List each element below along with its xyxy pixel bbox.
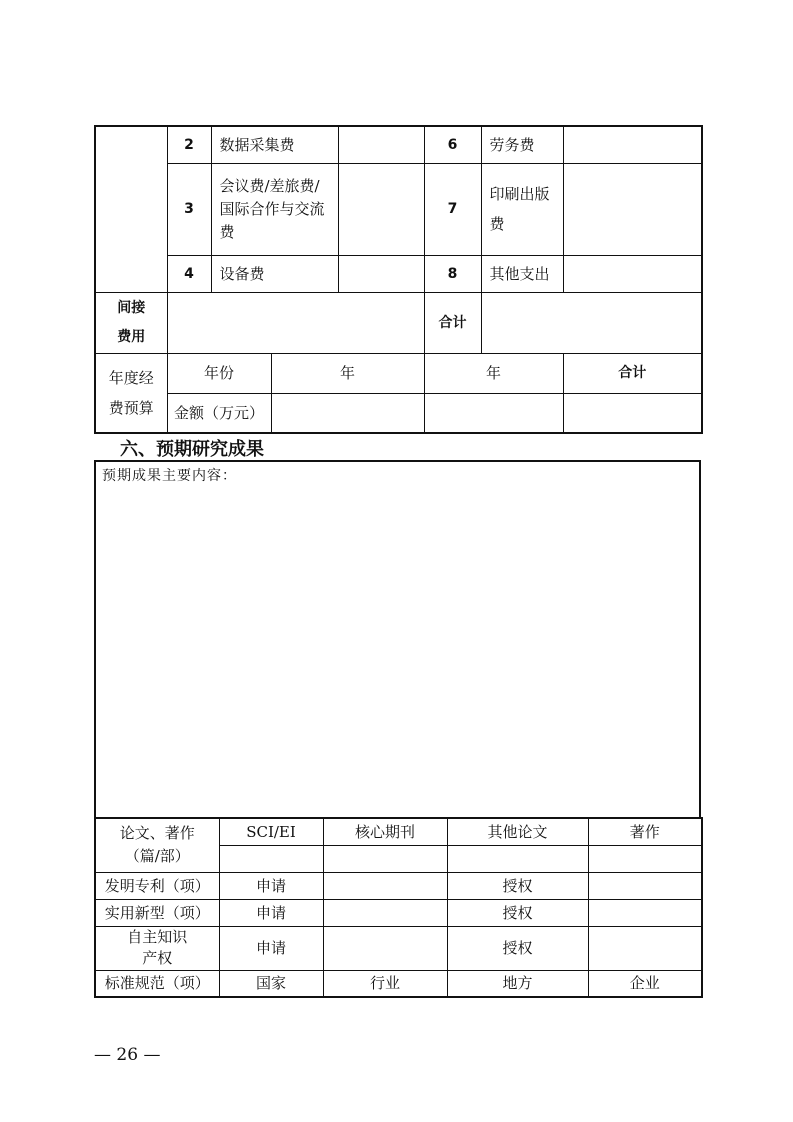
- papers-label-line: 论文、著作: [119, 824, 195, 843]
- row-label-line: 产权: [142, 949, 173, 967]
- total-amount[interactable]: [481, 292, 702, 353]
- row-label-line: 自主知识: [127, 928, 188, 946]
- apply-label: 申请: [219, 899, 323, 926]
- year-label: 年份: [167, 353, 271, 393]
- paper-type-header: 著作: [588, 818, 702, 845]
- apply-count-cell[interactable]: [323, 872, 447, 899]
- item-number: 2: [167, 126, 211, 163]
- section-title: 六、预期研究成果: [120, 439, 264, 460]
- amount-cell[interactable]: [424, 393, 563, 433]
- year-cell[interactable]: 年: [424, 353, 563, 393]
- item-amount[interactable]: [563, 126, 702, 163]
- standard-level: 行业: [323, 970, 447, 997]
- item-name-line: 印刷出版: [489, 185, 550, 203]
- item-name-line: 费: [489, 215, 505, 233]
- paper-count-cell[interactable]: [447, 845, 588, 872]
- item-amount[interactable]: [563, 163, 702, 255]
- amount-label: 金额（万元）: [167, 393, 271, 433]
- indirect-cost-amount[interactable]: [167, 292, 424, 353]
- year-cell[interactable]: 年: [271, 353, 424, 393]
- apply-label: 申请: [219, 926, 323, 970]
- item-name-line: 会议费/差旅费/: [219, 176, 320, 195]
- row-label: [95, 926, 219, 970]
- papers-label-line: （篇/部）: [124, 847, 190, 866]
- grant-count-cell[interactable]: [588, 872, 702, 899]
- indirect-cost-label-line: 费用: [117, 328, 146, 345]
- item-amount[interactable]: [563, 255, 702, 292]
- grant-count-cell[interactable]: [588, 926, 702, 970]
- item-amount[interactable]: [338, 163, 424, 255]
- standard-level: 地方: [447, 970, 588, 997]
- item-name: [481, 163, 563, 255]
- expected-results-label: 预期成果主要内容：: [102, 468, 237, 484]
- annual-budget-label-line: 费预算: [108, 398, 154, 417]
- item-name: [211, 163, 338, 255]
- expected-results-box[interactable]: [94, 460, 701, 817]
- apply-count-cell[interactable]: [323, 899, 447, 926]
- item-number: 3: [167, 163, 211, 255]
- row-label: 发明专利（项）: [95, 872, 219, 899]
- item-number: 7: [424, 163, 481, 255]
- annual-budget-label: [95, 353, 167, 433]
- apply-label: 申请: [219, 872, 323, 899]
- indirect-cost-label-line: 间接: [117, 299, 146, 316]
- paper-count-cell[interactable]: [323, 845, 447, 872]
- item-amount[interactable]: [338, 255, 424, 292]
- item-name: 劳务费: [481, 126, 563, 163]
- annual-total-amount[interactable]: [563, 393, 702, 433]
- grant-label: 授权: [447, 872, 588, 899]
- grant-count-cell[interactable]: [588, 899, 702, 926]
- total-label: 合计: [424, 292, 481, 353]
- paper-count-cell[interactable]: [219, 845, 323, 872]
- outputs-table: [94, 817, 703, 998]
- paper-count-cell[interactable]: [588, 845, 702, 872]
- paper-type-header: 核心期刊: [323, 818, 447, 845]
- row-label: 标准规范（项）: [95, 970, 219, 997]
- grant-label: 授权: [447, 899, 588, 926]
- annual-budget-label-line: 年度经: [108, 368, 154, 387]
- standard-level: 企业: [588, 970, 702, 997]
- item-name-line: 费: [219, 222, 235, 241]
- item-number: 4: [167, 255, 211, 292]
- item-amount[interactable]: [338, 126, 424, 163]
- indirect-cost-label: [95, 292, 167, 353]
- amount-cell[interactable]: [271, 393, 424, 433]
- page-number: — 26 —: [94, 1045, 161, 1065]
- papers-label: [95, 818, 219, 872]
- budget-category-cell: [95, 126, 167, 292]
- paper-type-header: 其他论文: [447, 818, 588, 845]
- row-label: 实用新型（项）: [95, 899, 219, 926]
- item-name: 数据采集费: [211, 126, 338, 163]
- item-number: 6: [424, 126, 481, 163]
- item-name: 设备费: [211, 255, 338, 292]
- budget-table: [94, 125, 703, 434]
- annual-total-label: 合计: [563, 353, 702, 393]
- standard-level: 国家: [219, 970, 323, 997]
- item-name-line: 国际合作与交流: [219, 199, 325, 218]
- paper-type-header: SCI/EI: [219, 818, 323, 845]
- item-number: 8: [424, 255, 481, 292]
- item-name: 其他支出: [481, 255, 563, 292]
- apply-count-cell[interactable]: [323, 926, 447, 970]
- grant-label: 授权: [447, 926, 588, 970]
